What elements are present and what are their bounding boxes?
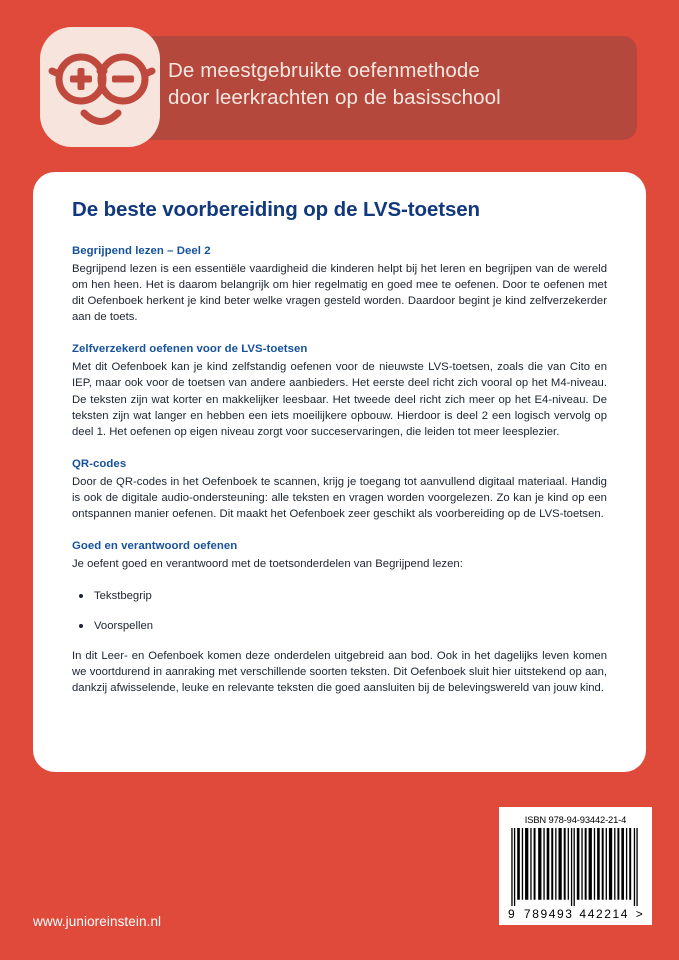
barcode-digits (507, 906, 644, 921)
ean13-barcode-icon (510, 828, 641, 906)
section-goed-en-verantwoord-oefenen (72, 538, 607, 572)
description-card (33, 172, 646, 772)
brand-logo-tile (40, 27, 160, 147)
closing-paragraph: In dit Leer- en Oefenboek komen deze onderdelen uitgebreid aan bod. Ook in het dagelijks leven komen we voortdurend in aanraking met verschillende soorten teksten. Dit Oefenboek sluit hier uitstekend op aan, dankzij afwisselende, leuke en relevante teksten die goed aansluiten bij de belevingswereld van jouw kind. (72, 650, 607, 695)
section-heading: QR-codes (72, 457, 127, 470)
section-heading: Goed en verantwoord oefenen (72, 540, 238, 553)
header-tagline-line-1: De meestgebruikte oefenmethode (168, 59, 480, 82)
section-qr-codes (72, 456, 607, 522)
isbn-label: ISBN 978-94-93442-21-4 (524, 814, 627, 825)
barcode-right-group: 442214 (579, 907, 630, 921)
barcode-left-group: 789493 (523, 907, 574, 921)
header-tagline (168, 57, 628, 111)
section-heading: Begrijpend lezen – Deel 2 (72, 245, 211, 257)
isbn-barcode-block (499, 807, 652, 925)
header-banner (0, 0, 679, 170)
section-heading: Zelfverzekerd oefenen voor de LVS-toetsen (72, 343, 308, 356)
section-body: Begrijpend lezen is een essentiële vaardigheid die kinderen helpt bij het leren en begrijpen van de wereld om hen heen. Het is daarom belangrijk om hier regelmatig en goed mee te oefenen. Door te oefenen met dit Oefenboek herkent je kind beter welke vragen gesteld worden. Daardoor begint je kind zelfverzekerder aan de toets. (72, 263, 607, 324)
barcode-trailing-symbol: > (635, 907, 643, 921)
section-zelfverzekerd-oefenen (72, 341, 607, 439)
toetsonderdelen-list (72, 588, 607, 634)
list-item: Tekstbegrip (72, 588, 607, 604)
section-body: Met dit Oefenboek kan je kind zelfstandig oefenen voor de nieuwste LVS-toetsen, zoals die van Cito en IEP, maar ook voor de toetsen van andere aanbieders. Het eerste deel richt zich vooral op het M4-niveau. De teksten zijn wat korter en makkelijker leesbaar. Het tweede deel richt zich meer op het E4-niveau. De teksten zijn wat langer en hebben een iets moeilijkere opbouw. Hierdoor is deel 2 een logisch vervolg op deel 1. Het oefenen op eigen niveau zorgt voor succeservaringen, die leiden tot meer leesplezier. (72, 361, 607, 438)
list-item: Voorspellen (72, 618, 607, 634)
barcode-first-digit: 9 (508, 907, 515, 921)
section-body: Je oefent goed en verantwoord met de toetsonderdelen van Begrijpend lezen: (72, 558, 463, 571)
page-title: De beste voorbereiding op de LVS-toetsen (72, 198, 480, 221)
website-url[interactable]: www.junioreinstein.nl (33, 914, 162, 929)
junior-einstein-glasses-face-icon (40, 27, 160, 147)
section-begrijpend-lezen (72, 243, 607, 325)
header-tagline-line-2: door leerkrachten op de basisschool (168, 86, 501, 109)
section-body: Door de QR-codes in het Oefenboek te scannen, krijg je toegang tot aanvullend digitaal materiaal. Handig is ook de digitale audio-ondersteuning: alle teksten en vragen worden voorgelezen. Zo kan je kind op een ontspannen manier oefenen. Dit maakt het Oefenboek zeer geschikt als voorbereiding op de LVS-toetsen. (72, 475, 607, 521)
